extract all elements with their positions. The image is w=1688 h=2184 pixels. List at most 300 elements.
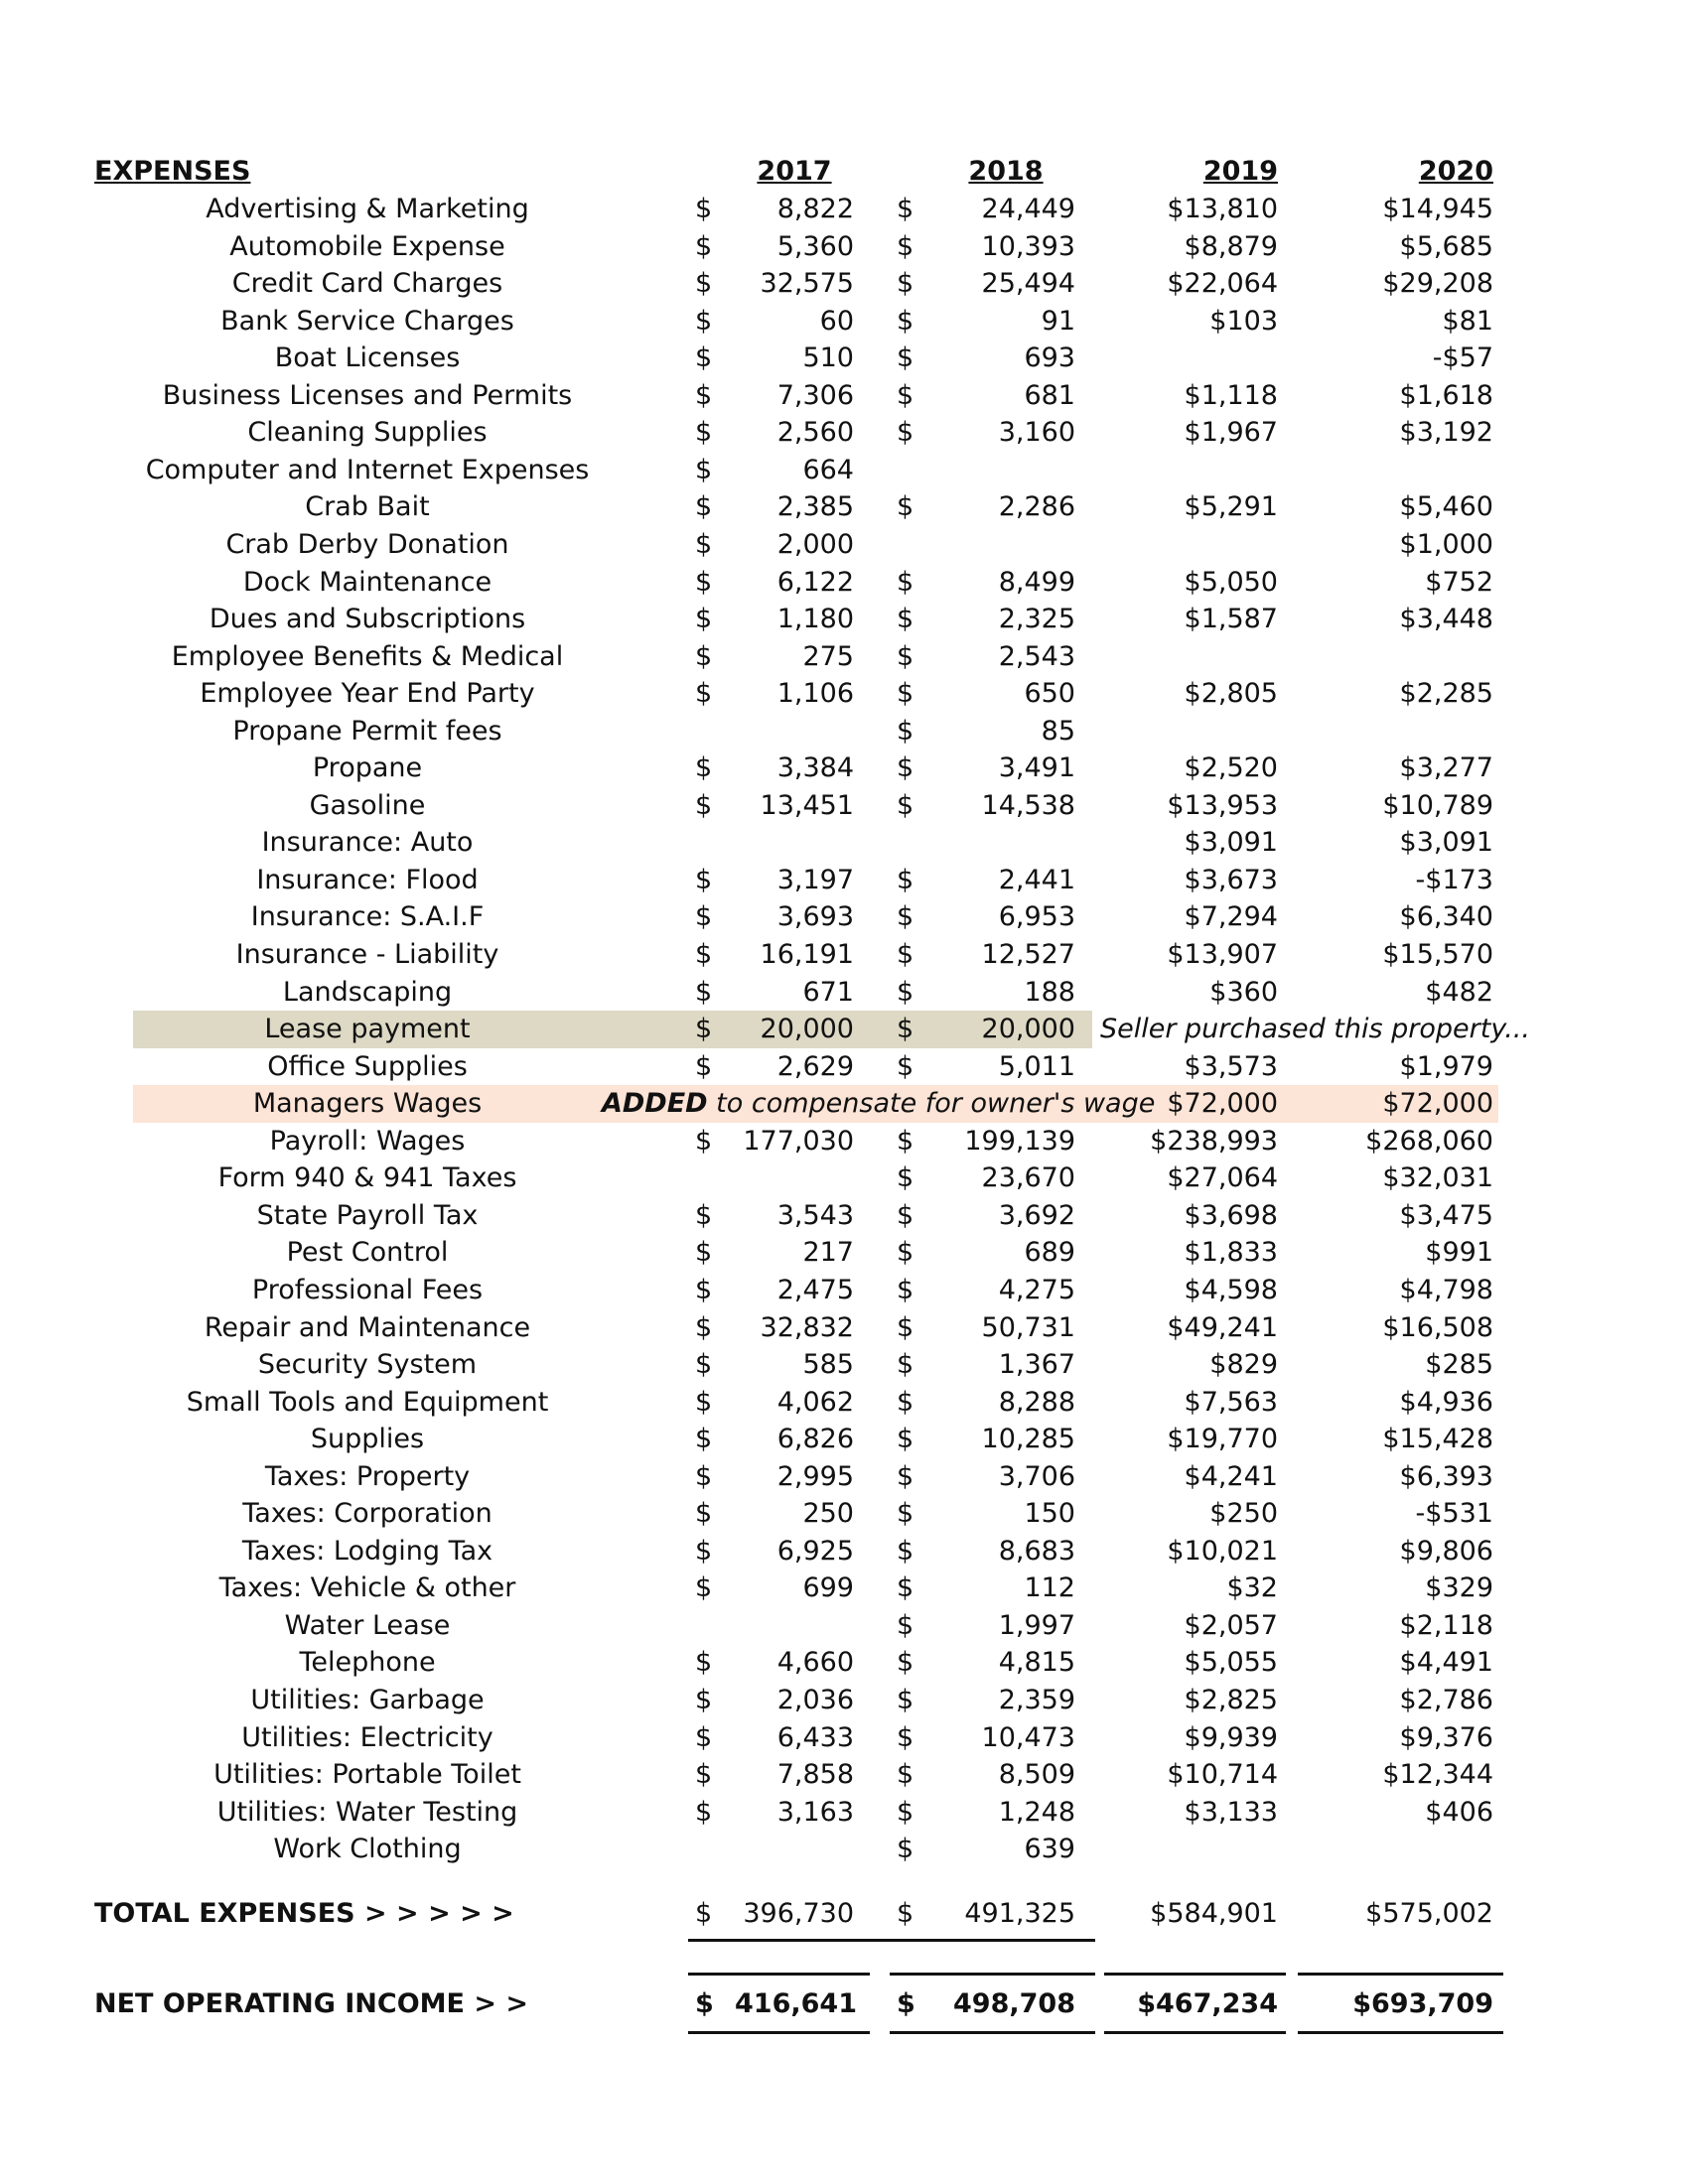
expense-label: Insurance: S.A.I.F	[250, 901, 485, 932]
value-2020: $1,979	[1399, 1051, 1493, 1082]
dollar-2018: $	[897, 417, 914, 448]
expense-row	[0, 1756, 1688, 1794]
value-2019: $2,057	[1184, 1610, 1278, 1641]
value-2017: 250	[802, 1498, 854, 1529]
expense-label: Insurance: Auto	[261, 827, 474, 858]
expense-label: Repair and Maintenance	[204, 1312, 531, 1343]
expense-label: Water Lease	[284, 1610, 451, 1641]
dollar-2017: $	[695, 194, 713, 224]
dollar-2017: $	[695, 529, 713, 560]
value-2019: $1,967	[1184, 417, 1278, 448]
noi-topline-2020	[1298, 1973, 1503, 1976]
value-2017: 32,575	[760, 268, 854, 299]
value-2020: $5,685	[1399, 231, 1493, 262]
dollar-2018: $	[897, 380, 914, 411]
value-2019: $3,673	[1184, 865, 1278, 895]
value-2020: $482	[1425, 977, 1493, 1008]
dollar-2017: $	[695, 1126, 713, 1157]
value-2018: 2,359	[998, 1685, 1075, 1715]
value-2018: 1,248	[998, 1797, 1075, 1828]
value-2018: 199,139	[964, 1126, 1075, 1157]
dollar-2018: $	[897, 1498, 914, 1529]
value-2018: 91	[1041, 306, 1075, 337]
expense-row	[0, 1346, 1688, 1384]
value-2018: 14,538	[981, 790, 1075, 821]
expense-label: Credit Card Charges	[231, 268, 503, 299]
value-2020: $2,786	[1399, 1685, 1493, 1715]
noi-2018-value: 498,708	[953, 1988, 1075, 2019]
value-2018: 1,997	[998, 1610, 1075, 1641]
value-2017	[735, 713, 854, 751]
expense-label: Gasoline	[309, 790, 426, 821]
year-2020-heading: 2020	[1418, 156, 1493, 187]
dollar-2017: $	[695, 678, 713, 709]
noi-underline-2019	[1104, 2031, 1286, 2034]
value-2018: 3,692	[998, 1200, 1075, 1231]
value-2017: 6,122	[776, 567, 854, 598]
dollar-2018: $	[897, 1237, 914, 1268]
expense-label: Utilities: Portable Toilet	[213, 1759, 521, 1790]
dollar-2018: $	[897, 1834, 914, 1864]
expense-row	[0, 303, 1688, 341]
value-2018: 8,288	[998, 1387, 1075, 1418]
dollar-2017: $	[695, 380, 713, 411]
dollar-2018: $	[897, 306, 914, 337]
dollar-2018: $	[897, 1126, 914, 1157]
value-2019: $3,133	[1184, 1797, 1278, 1828]
noi-underline-2017	[688, 2031, 870, 2034]
expense-row	[0, 601, 1688, 638]
noi-label: NET OPERATING INCOME > >	[94, 1988, 529, 2019]
expense-label: Managers Wages	[252, 1088, 483, 1119]
expense-label: Computer and Internet Expenses	[145, 455, 590, 485]
dollar-2018: $	[897, 1349, 914, 1380]
expense-row	[0, 1644, 1688, 1682]
value-2020: $3,277	[1399, 752, 1493, 783]
dollar-2018: $	[897, 1685, 914, 1715]
expense-row	[0, 750, 1688, 787]
value-2019	[1102, 526, 1278, 564]
value-2019: $250	[1209, 1498, 1278, 1529]
value-2020: $4,798	[1399, 1275, 1493, 1305]
expense-row	[0, 1160, 1688, 1197]
value-2017: 3,197	[776, 865, 854, 895]
expense-row	[0, 265, 1688, 303]
expense-row	[0, 1123, 1688, 1160]
expense-label: Utilities: Garbage	[250, 1685, 485, 1715]
value-2017: 16,191	[760, 939, 854, 970]
added-note-bold: ADDED	[602, 1088, 708, 1119]
value-2020: $2,118	[1399, 1610, 1493, 1641]
noi-underline-2020	[1298, 2031, 1503, 2034]
value-2017	[735, 824, 854, 862]
value-2018: 3,160	[998, 417, 1075, 448]
value-2019: $4,241	[1184, 1461, 1278, 1492]
dollar-2017: $	[695, 1498, 713, 1529]
dollar-2018: $	[897, 1797, 914, 1828]
value-2019: $5,050	[1184, 567, 1278, 598]
value-2019: $19,770	[1167, 1424, 1278, 1454]
dollar-2017	[695, 824, 735, 862]
value-2017: 6,433	[776, 1722, 854, 1753]
value-2017	[735, 1160, 854, 1197]
dollar-2017: $	[695, 1014, 713, 1044]
value-2018: 3,491	[998, 752, 1075, 783]
dollar-2017: $	[695, 1685, 713, 1715]
noi-topline-2019	[1104, 1973, 1286, 1976]
value-2018: 4,815	[998, 1647, 1075, 1678]
dollar-2018: $	[897, 1312, 914, 1343]
value-2019: $3,698	[1184, 1200, 1278, 1231]
value-2020: $32,031	[1382, 1162, 1493, 1193]
value-2017: 699	[802, 1572, 854, 1603]
value-2017: 664	[802, 455, 854, 485]
dollar-2018: $	[897, 1275, 914, 1305]
value-2017: 2,036	[776, 1685, 854, 1715]
expense-label: Employee Year End Party	[200, 678, 535, 709]
value-2020: $268,060	[1365, 1126, 1493, 1157]
value-2017: 585	[802, 1349, 854, 1380]
expense-label: Lease payment	[264, 1014, 471, 1044]
value-2018: 25,494	[981, 268, 1075, 299]
noi-underline-2018	[890, 2031, 1095, 2034]
expense-row	[0, 414, 1688, 452]
dollar-2017: $	[695, 417, 713, 448]
value-2019: $1,833	[1184, 1237, 1278, 1268]
value-2019: $10,021	[1167, 1536, 1278, 1567]
dollar-2018: $	[897, 641, 914, 672]
value-2019: $9,939	[1184, 1722, 1278, 1753]
value-2020: $4,936	[1399, 1387, 1493, 1418]
expense-label: Dues and Subscriptions	[209, 604, 526, 634]
seller-note: Seller purchased this property...	[1100, 1014, 1530, 1044]
value-2019: $1,587	[1184, 604, 1278, 634]
value-2018: 6,953	[998, 901, 1075, 932]
expense-label: Utilities: Water Testing	[216, 1797, 518, 1828]
expense-label: Crab Bait	[305, 491, 430, 522]
expense-row	[0, 824, 1688, 862]
expense-label: Insurance: Flood	[256, 865, 479, 895]
dollar-2017: $	[695, 1797, 713, 1828]
expense-label: Landscaping	[282, 977, 453, 1008]
value-2019: $829	[1209, 1349, 1278, 1380]
value-2020	[1291, 1831, 1493, 1868]
expense-row	[0, 675, 1688, 713]
expense-label: Payroll: Wages	[269, 1126, 466, 1157]
dollar-2018: $	[897, 790, 914, 821]
expense-label: Pest Control	[286, 1237, 449, 1268]
value-2020	[1291, 638, 1493, 676]
dollar-2018: $	[897, 231, 914, 262]
expense-label: Advertising & Marketing	[206, 194, 529, 224]
value-2017: 2,475	[776, 1275, 854, 1305]
expense-row	[0, 1309, 1688, 1347]
value-2017: 6,925	[776, 1536, 854, 1567]
total-expenses-label: TOTAL EXPENSES > > > > >	[94, 1898, 514, 1929]
noi-topline-2017	[688, 1973, 870, 1976]
value-2018: 10,473	[981, 1722, 1075, 1753]
value-2019: $32	[1226, 1572, 1278, 1603]
expense-row	[0, 340, 1688, 377]
value-2020: $4,491	[1399, 1647, 1493, 1678]
value-2017: 671	[802, 977, 854, 1008]
dollar-2018: $	[897, 194, 914, 224]
value-2020: $329	[1425, 1572, 1493, 1603]
value-2018: 8,499	[998, 567, 1075, 598]
value-2017: 1,106	[776, 678, 854, 709]
value-2018: 689	[1024, 1237, 1075, 1268]
expense-row	[0, 1682, 1688, 1719]
dollar-2018: $	[897, 1461, 914, 1492]
expense-label: Work Clothing	[273, 1834, 462, 1864]
expense-label: Small Tools and Equipment	[186, 1387, 549, 1418]
dollar-2018: $	[897, 1162, 914, 1193]
value-2017: 2,629	[776, 1051, 854, 1082]
dollar-2017: $	[695, 1722, 713, 1753]
dollar-2017: $	[695, 865, 713, 895]
expenses-heading: EXPENSES	[94, 156, 251, 187]
dollar-2018: $	[897, 567, 914, 598]
dollar-2017	[695, 1607, 735, 1645]
value-2017: 275	[802, 641, 854, 672]
value-2020: $16,508	[1382, 1312, 1493, 1343]
dollar-2017: $	[695, 1275, 713, 1305]
value-2017: 177,030	[743, 1126, 854, 1157]
value-2020: $29,208	[1382, 268, 1493, 299]
value-2017: 217	[802, 1237, 854, 1268]
expense-row	[0, 452, 1688, 489]
expense-row	[0, 1831, 1688, 1868]
dollar-2017: $	[695, 1387, 713, 1418]
value-2020: $752	[1425, 567, 1493, 598]
expense-row	[0, 1533, 1688, 1570]
value-2018: 20,000	[981, 1014, 1075, 1044]
expense-row	[0, 1085, 1688, 1123]
value-2020: $991	[1425, 1237, 1493, 1268]
value-2017: 3,693	[776, 901, 854, 932]
value-2020: $6,393	[1399, 1461, 1493, 1492]
expense-row	[0, 862, 1688, 899]
value-2019	[1102, 638, 1278, 676]
value-2017: 4,660	[776, 1647, 854, 1678]
expense-row	[0, 377, 1688, 415]
dollar-2018: $	[897, 1424, 914, 1454]
expense-row	[0, 1607, 1688, 1645]
value-2017: 3,384	[776, 752, 854, 783]
dollar-2017: $	[695, 342, 713, 373]
value-2020	[1291, 452, 1493, 489]
value-2018: 2,441	[998, 865, 1075, 895]
expense-label: Boat Licenses	[274, 342, 461, 373]
expense-row	[0, 526, 1688, 564]
total-2018-dollar: $	[897, 1898, 914, 1929]
value-2017: 7,858	[776, 1759, 854, 1790]
dollar-2018: $	[897, 1759, 914, 1790]
total-2018-value: 491,325	[964, 1898, 1075, 1929]
dollar-2017: $	[695, 1759, 713, 1790]
dollar-2018: $	[897, 939, 914, 970]
dollar-2017: $	[695, 641, 713, 672]
dollar-2018: $	[897, 1051, 914, 1082]
expense-label: Business Licenses and Permits	[162, 380, 573, 411]
value-2017: 1,180	[776, 604, 854, 634]
value-2019: $2,520	[1184, 752, 1278, 783]
value-2018: 150	[1024, 1498, 1075, 1529]
value-2019: $13,810	[1167, 194, 1278, 224]
value-2018: 2,325	[998, 604, 1075, 634]
value-2018: 188	[1024, 977, 1075, 1008]
expense-label: Taxes: Corporation	[242, 1498, 492, 1529]
value-2017: 2,000	[776, 529, 854, 560]
value-2020: $3,091	[1399, 827, 1493, 858]
value-2017	[735, 1831, 854, 1868]
value-2020: $6,340	[1399, 901, 1493, 932]
dollar-2018: $	[897, 901, 914, 932]
value-2018: 3,706	[998, 1461, 1075, 1492]
value-2020: $2,285	[1399, 678, 1493, 709]
value-2018: 112	[1024, 1572, 1075, 1603]
dollar-2018: $	[897, 604, 914, 634]
value-2020: $15,428	[1382, 1424, 1493, 1454]
net-operating-income-row	[0, 1985, 1688, 2023]
dollar-2018: $	[897, 1610, 914, 1641]
noi-2020-value: $693,709	[1352, 1988, 1493, 2019]
expense-label: Telephone	[299, 1647, 436, 1678]
expense-label: Employee Benefits & Medical	[171, 641, 564, 672]
total-2020-value: $575,002	[1365, 1898, 1493, 1929]
value-2018	[936, 824, 1075, 862]
value-2020: $3,448	[1399, 604, 1493, 634]
value-2020: -$57	[1432, 342, 1493, 373]
expense-label: Supplies	[310, 1424, 425, 1454]
value-2018	[936, 526, 1075, 564]
dollar-2017: $	[695, 231, 713, 262]
expense-row	[0, 1719, 1688, 1757]
dollar-2018: $	[897, 1572, 914, 1603]
expense-row	[0, 1570, 1688, 1607]
dollar-2018: $	[897, 865, 914, 895]
dollar-2018: $	[897, 977, 914, 1008]
total-2019-value: $584,901	[1150, 1898, 1278, 1929]
expense-label: State Payroll Tax	[256, 1200, 479, 1231]
expense-label: Office Supplies	[267, 1051, 468, 1082]
dollar-2017: $	[695, 901, 713, 932]
expense-row	[0, 1495, 1688, 1533]
value-2020	[1291, 713, 1493, 751]
dollar-2017: $	[695, 1536, 713, 1567]
noi-topline-2018	[890, 1973, 1095, 1976]
expense-label: Security System	[257, 1349, 478, 1380]
value-2019: $5,291	[1184, 491, 1278, 522]
value-2019: $72,000	[1167, 1088, 1278, 1119]
dollar-2017: $	[695, 491, 713, 522]
value-2017: 32,832	[760, 1312, 854, 1343]
value-2018: 639	[1024, 1834, 1075, 1864]
dollar-2018: $	[897, 342, 914, 373]
expense-row	[0, 228, 1688, 266]
value-2017: 7,306	[776, 380, 854, 411]
expense-row	[0, 713, 1688, 751]
dollar-2017: $	[695, 1349, 713, 1380]
value-2020: $72,000	[1382, 1088, 1493, 1119]
value-2017: 6,826	[776, 1424, 854, 1454]
total-2017-dollar: $	[695, 1898, 713, 1929]
dollar-2017: $	[695, 567, 713, 598]
value-2018: 85	[1041, 716, 1075, 747]
expense-label: Dock Maintenance	[242, 567, 492, 598]
dollar-2018: $	[897, 716, 914, 747]
dollar-2017: $	[695, 604, 713, 634]
value-2020: $1,618	[1399, 380, 1493, 411]
expense-row	[0, 1272, 1688, 1309]
year-2019-heading: 2019	[1202, 156, 1278, 187]
value-2020: $3,475	[1399, 1200, 1493, 1231]
expense-row	[0, 1794, 1688, 1832]
dollar-2018: $	[897, 1647, 914, 1678]
expense-row	[0, 564, 1688, 602]
added-note-text: to compensate for owner's wage	[707, 1088, 1156, 1119]
dollar-2017: $	[695, 1051, 713, 1082]
expense-label: Professional Fees	[251, 1275, 484, 1305]
total-underline	[688, 1939, 1095, 1942]
dollar-2018: $	[897, 1014, 914, 1044]
value-2020: $14,945	[1382, 194, 1493, 224]
value-2019	[1102, 340, 1278, 377]
value-2019: $5,055	[1184, 1647, 1278, 1678]
dollar-2018	[897, 452, 936, 489]
total-2017-value: 396,730	[743, 1898, 854, 1929]
expense-row	[0, 1421, 1688, 1458]
dollar-2017: $	[695, 790, 713, 821]
dollar-2018	[897, 526, 936, 564]
expense-label: Cleaning Supplies	[247, 417, 488, 448]
expense-row	[0, 936, 1688, 974]
noi-2017-dollar: $	[695, 1988, 714, 2019]
dollar-2018: $	[897, 752, 914, 783]
value-2020: $3,192	[1399, 417, 1493, 448]
value-2019: $360	[1209, 977, 1278, 1008]
dollar-2017	[695, 1160, 735, 1197]
dollar-2017: $	[695, 1572, 713, 1603]
expense-label: Form 940 & 941 Taxes	[217, 1162, 517, 1193]
expense-row	[0, 638, 1688, 676]
dollar-2017: $	[695, 1424, 713, 1454]
value-2020: $5,460	[1399, 491, 1493, 522]
value-2020: $10,789	[1382, 790, 1493, 821]
value-2019: $49,241	[1167, 1312, 1278, 1343]
expense-row	[0, 974, 1688, 1012]
noi-2019-value: $467,234	[1137, 1988, 1278, 2019]
value-2017: 13,451	[760, 790, 854, 821]
value-2020: $285	[1425, 1349, 1493, 1380]
value-2018: 8,509	[998, 1759, 1075, 1790]
value-2018: 650	[1024, 678, 1075, 709]
dollar-2017: $	[695, 306, 713, 337]
value-2017: 8,822	[776, 194, 854, 224]
dollar-2017: $	[695, 455, 713, 485]
noi-2018-dollar: $	[897, 1988, 915, 2019]
dollar-2017: $	[695, 268, 713, 299]
value-2019	[1102, 452, 1278, 489]
value-2020: -$173	[1415, 865, 1493, 895]
value-2018: 5,011	[998, 1051, 1075, 1082]
value-2019: $22,064	[1167, 268, 1278, 299]
dollar-2018: $	[897, 1536, 914, 1567]
dollar-2018: $	[897, 1387, 914, 1418]
value-2018: 2,543	[998, 641, 1075, 672]
expense-label: Propane	[312, 752, 423, 783]
value-2017: 5,360	[776, 231, 854, 262]
